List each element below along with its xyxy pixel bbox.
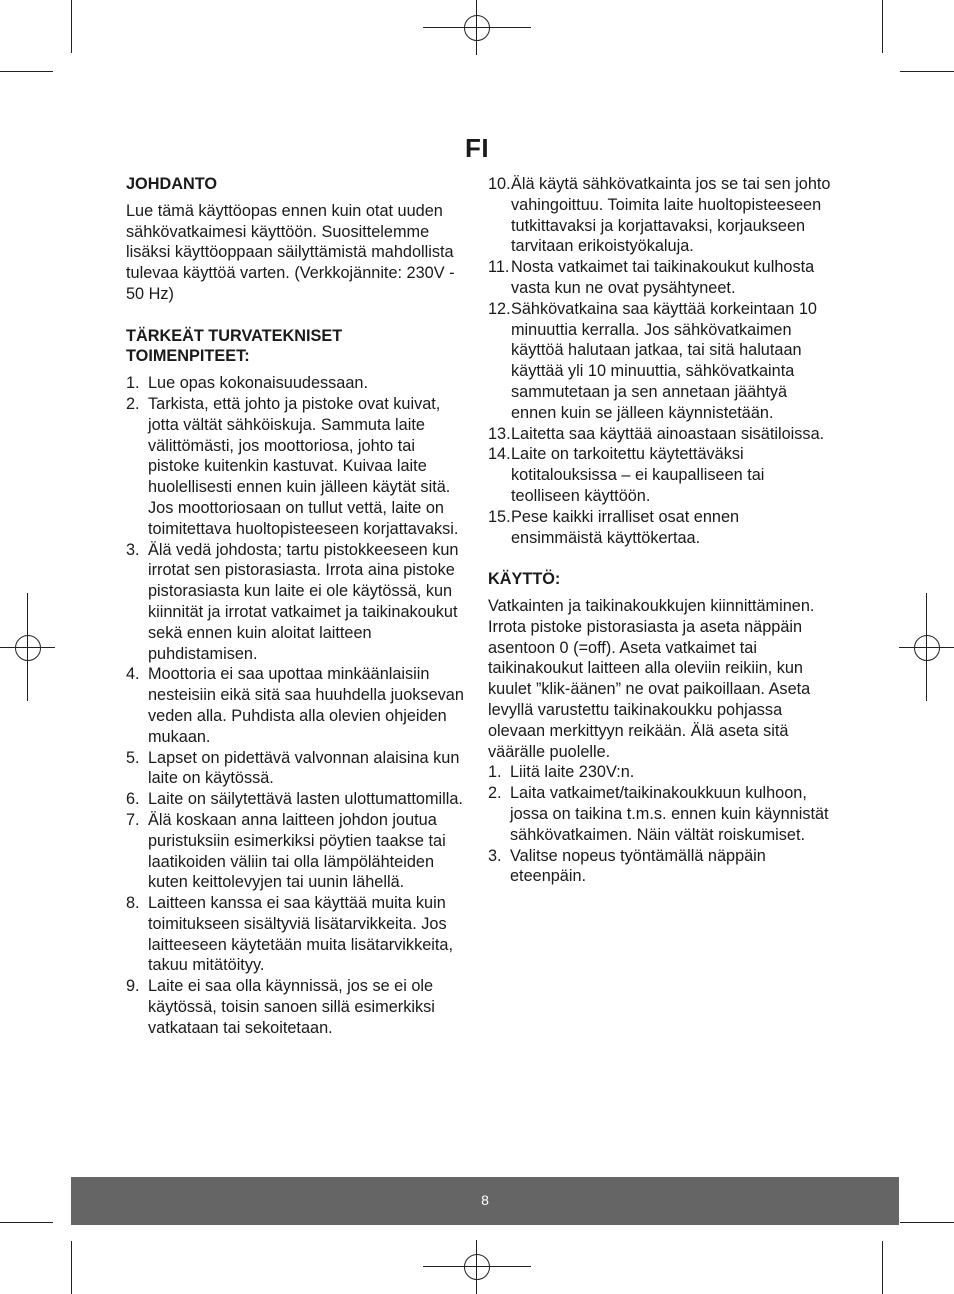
item-number: 10. xyxy=(488,175,511,193)
item-number: 15. xyxy=(488,507,511,526)
item-text: Laitteen kanssa ei saa käyttää muita kuin toimitukseen sisältyviä lisätarvikkeita. Jos laitteeseen käytetään muita lisätarvikkeita, takuu mitätöityy. xyxy=(148,894,453,975)
intro-text: Lue tämä käyttöopas ennen kuin otat uuden sähkövatkaimesi käyttöön. Suosittelemme lisäksi käyttöoppaan säilyttämistä mahdollista tulevaa käyttöä varten. (Verkkojännite: 230V - 50 Hz) xyxy=(126,201,455,303)
intro-heading: JOHDANTO xyxy=(126,175,218,193)
item-text: Laite ei saa olla käynnissä, jos se ei ole käytössä, toisin sanoen sillä esimerkiksi vatkataan tai sekoitetaan. xyxy=(148,977,435,1037)
list-item xyxy=(126,540,471,665)
item-number: 3. xyxy=(488,846,502,865)
list-item xyxy=(126,394,471,540)
crop-mark xyxy=(882,0,883,53)
crop-mark xyxy=(71,0,72,53)
item-number: 4. xyxy=(126,665,140,684)
crop-mark xyxy=(71,1241,72,1294)
list-item xyxy=(126,893,471,976)
item-number: 6. xyxy=(126,790,140,809)
item-number: 3. xyxy=(126,540,140,559)
item-number: 9. xyxy=(126,977,140,996)
list-item xyxy=(488,783,833,845)
use-heading: KÄYTTÖ: xyxy=(488,570,561,589)
registration-mark-icon xyxy=(464,1254,490,1280)
item-text: Lapset on pidettävä valvonnan alaisina kun laite on käytössä. xyxy=(148,748,460,788)
item-text: Pese kaikki irralliset osat ennen ensimmäistä käyttökertaa. xyxy=(511,507,740,547)
item-text: Tarkista, että johto ja pistoke ovat kuivat, jotta vältät sähköiskuja. Sammuta laite välittömästi, jos moottoriosa, johto tai pistoke kuitenkin kastuvat. Kuivaa laite huolellisesti ennen kuin jälleen käytät sitä. Jos moottoriosaan on tullut vettä, laite on toimitettava huoltopisteeseen korjattavaksi. xyxy=(148,394,459,538)
item-text: Laite on tarkoitettu käytettäväksi kotitalouksissa – ei kaupalliseen tai teolliseen käyttöön. xyxy=(511,445,765,505)
list-item xyxy=(488,444,833,506)
footer-bar xyxy=(71,1177,899,1225)
item-number: 2. xyxy=(126,394,140,413)
item-number: 7. xyxy=(126,810,140,829)
crop-mark xyxy=(900,1222,954,1223)
item-number: 8. xyxy=(126,894,140,913)
item-text: Laita vatkaimet/taikinakoukkuun kulhoon, jossa on taikina t.m.s. ennen kuin käynnistät sähkövatkaimen. Näin vältät roiskumiset. xyxy=(510,784,829,844)
registration-mark-icon xyxy=(15,635,41,661)
item-text: Älä koskaan anna laitteen johdon joutua puristuksiin esimerkiksi pöytien taakse tai laatikoiden väliin tai olla lämpölähteiden kuten keittolevyjen tai uunin lähellä. xyxy=(148,810,446,892)
use-steps-list xyxy=(488,762,833,887)
item-number: 1. xyxy=(126,374,140,393)
list-item xyxy=(488,846,833,888)
item-text: Älä vedä johdosta; tartu pistokkeeseen kun irrotat sen pistorasiasta. Irrota aina pistoke pistorasiasta kun laite ei ole käytössä, kun kiinnität ja irrotat vatkaimet ja taikinakoukut sekä ennen kuin aloitat laitteen puhdistamisen. xyxy=(148,540,459,663)
item-text: Valitse nopeus työntämällä näppäin eteenpäin. xyxy=(510,846,766,886)
safety-list-continued xyxy=(488,174,833,548)
item-text: Liitä laite 230V:n. xyxy=(510,763,635,782)
registration-mark-icon xyxy=(914,635,940,661)
item-number: 11. xyxy=(488,258,510,277)
right-column xyxy=(488,174,833,887)
item-text: Laitetta saa käyttää ainoastaan sisätiloissa. xyxy=(511,424,825,443)
registration-mark-icon xyxy=(464,15,490,41)
crop-mark xyxy=(882,1241,883,1294)
page-number: 8 xyxy=(481,1192,489,1208)
safety-list xyxy=(126,373,471,1039)
list-item xyxy=(488,424,833,445)
safety-heading-line1: TÄRKEÄT TURVATEKNISET xyxy=(126,326,343,345)
item-text: Lue opas kokonaisuudessaan. xyxy=(148,374,368,393)
list-item xyxy=(126,810,471,893)
item-text: Moottoria ei saa upottaa minkäänlaisiin nesteisiin eikä sitä saa huuhdella juoksevan veden alla. Puhdista alla olevien ohjeiden mukaan. xyxy=(148,665,464,746)
crop-mark xyxy=(0,71,53,72)
safety-heading-line2: TOIMENPITEET: xyxy=(126,347,250,366)
list-item xyxy=(126,976,471,1038)
crop-mark xyxy=(0,1222,53,1223)
item-number: 2. xyxy=(488,784,502,803)
item-text: Nosta vatkaimet tai taikinakoukut kulhosta vasta kun ne ovat pysähtyneet. xyxy=(511,258,815,297)
item-text: Älä käytä sähkövatkainta jos se tai sen johto vahingoittuu. Toimita laite huoltopisteeseen tutkittavaksi ja korjattavaksi, korjaukseen tarvitaan erikoistyökaluja. xyxy=(511,175,831,256)
list-item xyxy=(488,299,833,424)
crop-mark xyxy=(900,71,954,72)
use-paragraph-1: Vatkainten ja taikinakoukkujen kiinnittäminen. xyxy=(488,596,815,615)
item-number: 13. xyxy=(488,424,511,443)
left-column xyxy=(126,174,471,1039)
item-number: 12. xyxy=(488,299,511,318)
use-paragraph-2: Irrota pistoke pistorasiasta ja aseta näppäin asentoon 0 (=off). Aseta vatkaimet tai taikinakoukut laitteen alla oleviin reikiin, kun kuulet ”klik-äänen” ne ovat paikoillaan. Aseta levyllä varustettu taikinakoukku pohjassa olevaan merkittyyn reikään. Älä aseta sitä väärälle puolelle. xyxy=(488,617,811,761)
list-item xyxy=(126,373,471,394)
list-item xyxy=(488,257,833,299)
list-item xyxy=(488,174,833,257)
item-number: 14. xyxy=(488,445,511,464)
list-item xyxy=(126,789,471,810)
language-code: FI xyxy=(464,133,490,163)
list-item xyxy=(488,762,833,783)
item-number: 1. xyxy=(488,763,502,782)
list-item xyxy=(488,507,833,549)
item-text: Sähkövatkaina saa käyttää korkeintaan 10 minuuttia kerralla. Jos sähkövatkaimen käyttöä halutaan jatkaa, tai sitä halutaan käyttää yli 10 minuuttia, sähkövatkainta sammutetaan ja sen annetaan jäähtyä ennen kuin se jälleen käynnistetään. xyxy=(511,299,817,422)
item-number: 5. xyxy=(126,748,140,767)
item-text: Laite on säilytettävä lasten ulottumattomilla. xyxy=(148,790,463,809)
list-item xyxy=(126,748,471,790)
list-item xyxy=(126,664,471,747)
